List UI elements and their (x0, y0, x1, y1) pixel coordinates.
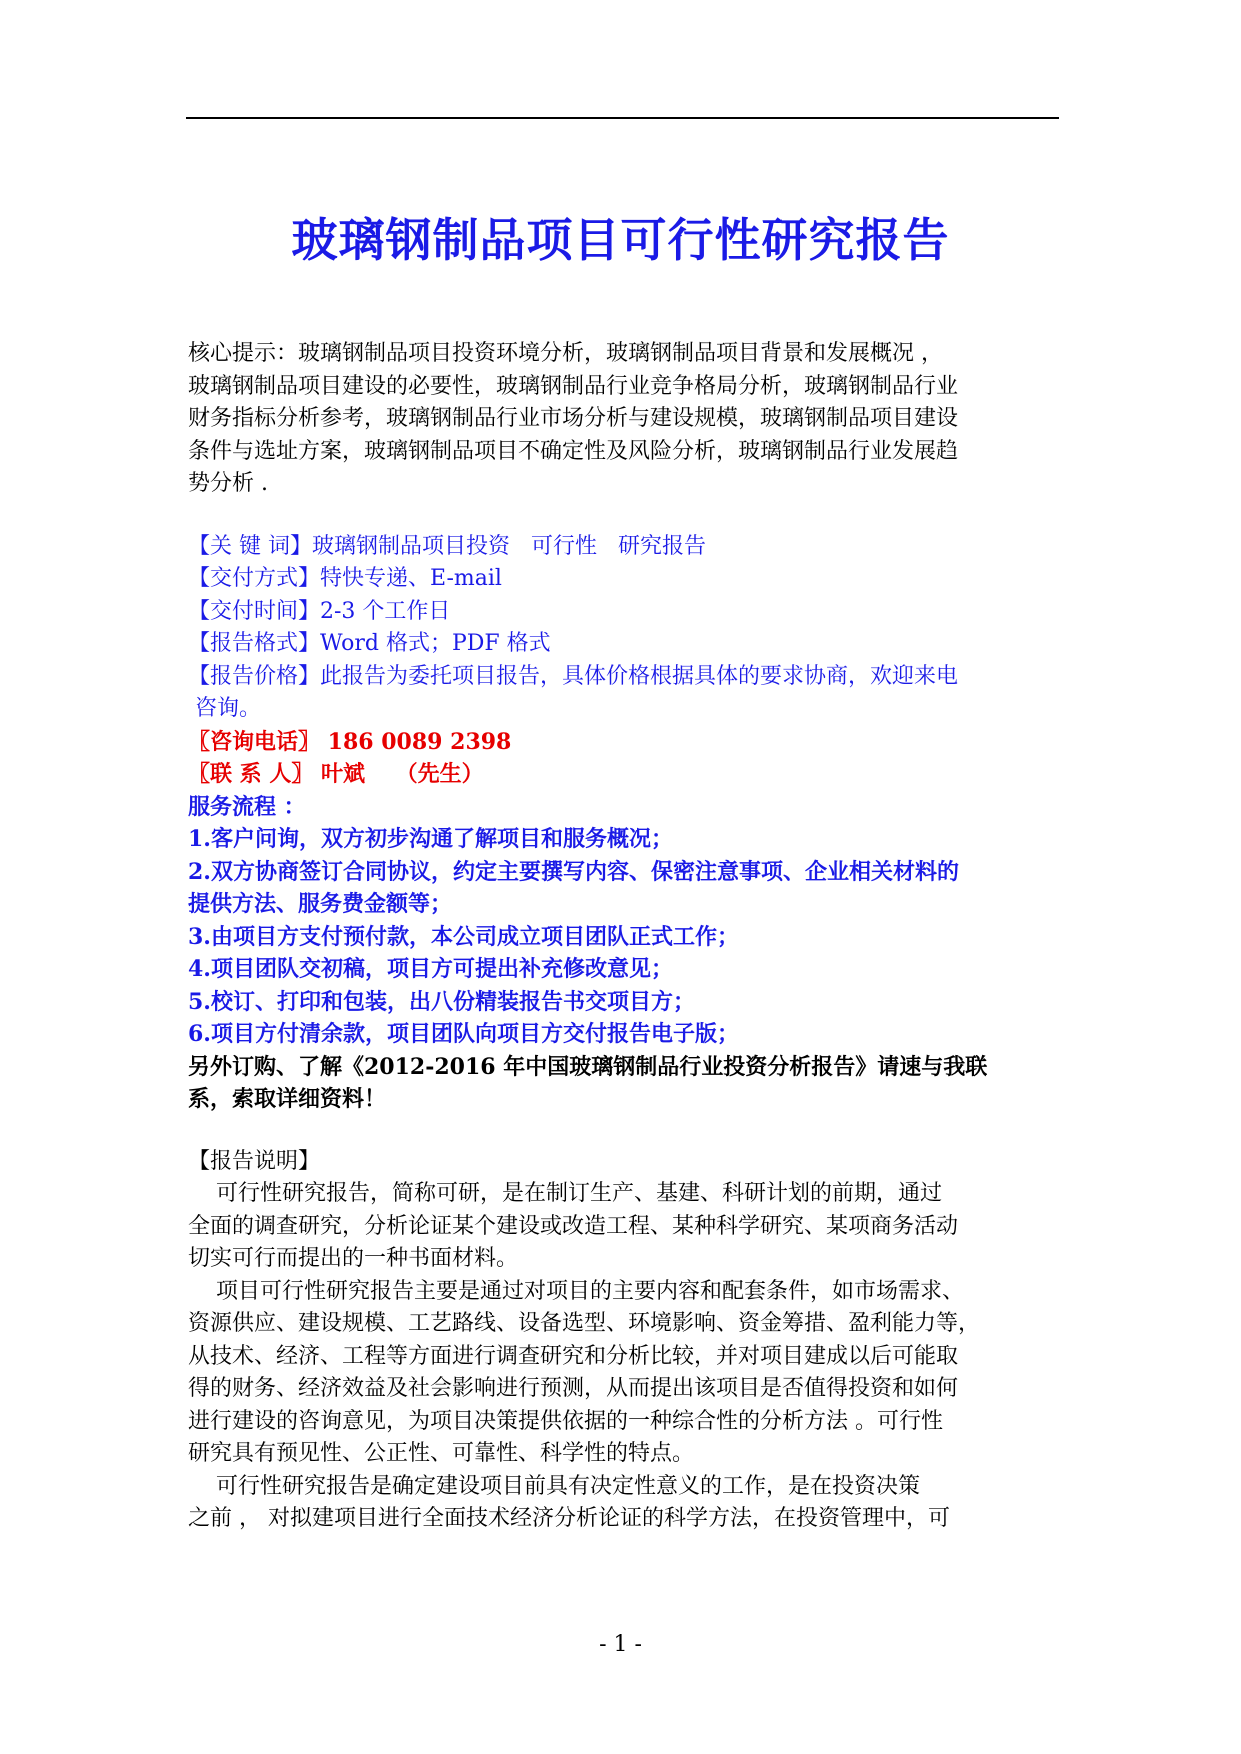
core-summary (188, 338, 1058, 501)
report-format-line: 【报告格式】Word 格式；PDF 格式 (188, 631, 551, 656)
body-line: 可行性研究报告，简称可研，是在制订生产、基建、科研计划的前期，通过 (188, 1181, 942, 1206)
report-price-line-cont: 咨询。 (188, 696, 262, 721)
service-process (188, 791, 1058, 1051)
report-info (188, 531, 1058, 726)
delivery-time-line: 【交付时间】2-3 个工作日 (188, 598, 451, 624)
phone-line: 〖咨询电话〗 186 0089 2398 (188, 728, 512, 755)
body-line: 进行建设的咨询意见，为项目决策提供依据的一种综合性的分析方法 。可行性 (188, 1408, 943, 1434)
document-body (188, 338, 1058, 1536)
order-line: 系，索取详细资料！ (188, 1086, 387, 1112)
body-line: 全面的调查研究，分析论证某个建设或改造工程、某种科学研究、某项商务活动 (188, 1213, 959, 1239)
service-step: 4.项目团队交初稿，项目方可提出补充修改意见； (188, 956, 673, 982)
report-heading: 【报告说明】 (188, 1148, 321, 1174)
page-number: - 1 - (599, 1632, 642, 1657)
delivery-method-line: 【交付方式】特快专递、E-mail (188, 566, 502, 591)
service-step: 6.项目方付清余款，项目团队向项目方交付报告电子版； (188, 1021, 739, 1047)
order-line: 另外订购、了解《2012-2016 年中国玻璃钢制品行业投资分析报告》请速与我联 (188, 1053, 988, 1080)
document-title: 玻璃钢制品项目可行性研究报告 (291, 213, 950, 267)
body-line: 得的财务、经济效益及社会影响进行预测，从而提出该项目是否值得投资和如何 (188, 1376, 959, 1401)
report-price-line: 【报告价格】此报告为委托项目报告，具体价格根据具体的要求协商，欢迎来电 (188, 663, 959, 689)
body-line: 研究具有预见性、公正性、可靠性、科学性的特点。 (188, 1441, 695, 1466)
core-line: 势分析 . (188, 471, 268, 496)
body-line: 切实可行而提出的一种书面材料。 (188, 1246, 519, 1271)
body-line: 资源供应、建设规模、工艺路线、设备选型、环境影响、资金筹措、盈利能力等， (188, 1311, 981, 1336)
service-heading: 服务流程 ： (188, 793, 306, 820)
spacer (188, 501, 1058, 531)
body-line: 可行性研究报告是确定建设项目前具有决定性意义的工作，是在投资决策 (188, 1473, 920, 1499)
body-line: 项目可行性研究报告主要是通过对项目的主要内容和配套条件，如市场需求、 (188, 1278, 964, 1304)
core-line: 玻璃钢制品项目建设的必要性，玻璃钢制品行业竞争格局分析，玻璃钢制品行业 (188, 373, 959, 399)
order-note (188, 1051, 1058, 1116)
body-line: 从技术、经济、工程等方面进行调查研究和分析比较，并对项目建成以后可能取 (188, 1343, 959, 1369)
report-description (188, 1146, 1058, 1536)
body-line: 之前 ， 对拟建项目进行全面技术经济分析论证的科学方法，在投资管理中，可 (188, 1506, 950, 1531)
contact-info (188, 726, 1058, 791)
keywords-line: 【关 键 词】玻璃钢制品项目投资 可行性 研究报告 (188, 533, 706, 559)
service-step-cont: 提供方法、服务费金额等； (188, 891, 453, 917)
service-step: 2.双方协商签订合同协议，约定主要撰写内容、保密注意事项、企业相关材料的 (188, 858, 959, 885)
core-line: 财务指标分析参考，玻璃钢制品行业市场分析与建设规模，玻璃钢制品项目建设 (188, 406, 959, 431)
contact-person-line: 〖联 系 人〗 叶斌 （先生） (188, 761, 484, 787)
service-step: 5.校订、打印和包装，出八份精装报告书交项目方； (188, 988, 695, 1015)
core-line: 条件与选址方案，玻璃钢制品项目不确定性及风险分析，玻璃钢制品行业发展趋 (188, 438, 959, 464)
core-line: 核心提示：玻璃钢制品项目投资环境分析，玻璃钢制品项目背景和发展概况 ， (188, 341, 943, 366)
header-rule (186, 117, 1059, 119)
service-step: 1.客户问询，双方初步沟通了解项目和服务概况； (188, 826, 673, 852)
service-step: 3.由项目方支付预付款，本公司成立项目团队正式工作； (188, 923, 739, 950)
spacer (188, 1116, 1058, 1146)
